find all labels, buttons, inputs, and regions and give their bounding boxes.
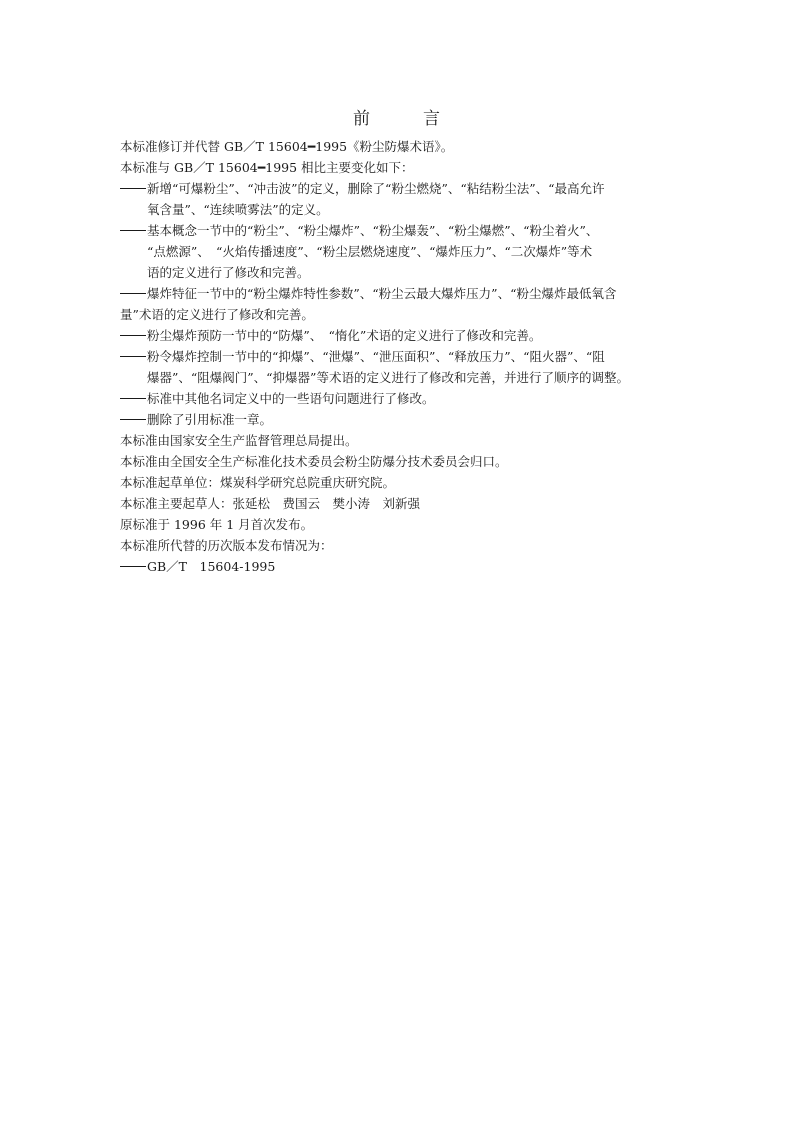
- paragraph-responsible: 本标准由全国安全生产标准化技术委员会粉尘防爆分技术委员会归口。: [120, 454, 508, 469]
- change-item: [120, 409, 680, 430]
- em-dash-mark: [120, 178, 147, 199]
- em-dash-mark: [120, 283, 147, 304]
- em-dash-mark: [120, 409, 147, 430]
- paragraph-drafters: 本标准主要起草人：张延松 费国云 樊小涛 刘新强: [120, 496, 421, 511]
- change-line: 爆器”、“阻爆阀门”、“抑爆器”等术语的定义进行了修改和完善，并进行了顺序的调整。: [147, 370, 629, 385]
- paragraph-history-intro: 本标准所代替的历次版本发布情况为：: [120, 538, 333, 553]
- foreword-body: [120, 136, 680, 577]
- change-item: [120, 346, 680, 388]
- paragraph-drafting-unit: 本标准起草单位：煤炭科学研究总院重庆研究院。: [120, 475, 396, 490]
- em-dash-mark: [120, 556, 147, 577]
- change-item: [120, 178, 680, 220]
- paragraph-proposer: 本标准由国家安全生产监督管理总局提出。: [120, 433, 358, 448]
- change-line: 标准中其他名词定义中的一些语句问题进行了修改。: [147, 391, 435, 406]
- change-line: 氧含量”、“连续喷雾法”的定义。: [147, 202, 329, 217]
- change-line: 基本概念一节中的“粉尘”、“粉尘爆炸”、“粉尘爆轰”、“粉尘爆燃”、“粉尘着火”、: [147, 223, 599, 238]
- history-line: GB／T 15604-1995: [147, 559, 276, 574]
- page-title: 前 言: [353, 109, 458, 129]
- change-line: 删除了引用标准一章。: [147, 412, 273, 427]
- change-item: [120, 220, 680, 283]
- paragraph-replaces: 本标准修订并代替 GB／T 15604━1995《粉尘防爆术语》。: [120, 139, 454, 154]
- change-line: 语的定义进行了修改和完善。: [147, 265, 310, 280]
- change-line: 粉尘爆炸预防一节中的“防爆”、 “惰化”术语的定义进行了修改和完善。: [147, 328, 542, 343]
- paragraph-first-issue: 原标准于 1996 年 1 月首次发布。: [120, 517, 314, 532]
- change-line: “点燃源”、 “火焰传播速度”、“粉尘层燃烧速度”、“爆炸压力”、“二次爆炸”等术: [147, 244, 593, 259]
- em-dash-mark: [120, 388, 147, 409]
- change-line: 量”术语的定义进行了修改和完善。: [120, 307, 314, 322]
- change-item: [120, 388, 680, 409]
- change-item: [120, 325, 680, 346]
- history-item: [120, 556, 680, 577]
- em-dash-mark: [120, 346, 147, 367]
- em-dash-mark: [120, 325, 147, 346]
- change-item: [120, 283, 680, 325]
- paragraph-changes-intro: 本标准与 GB／T 15604━1995 相比主要变化如下：: [120, 160, 414, 175]
- change-line: 粉令爆炸控制一节中的“抑爆”、“泄爆”、“泄压面积”、“释放压力”、“阻火器”、“阻: [147, 349, 605, 364]
- change-line: 爆炸特征一节中的“粉尘爆炸特性参数”、“粉尘云最大爆炸压力”、“粉尘爆炸最低氧含: [147, 286, 617, 301]
- em-dash-mark: [120, 220, 147, 241]
- change-line: 新增“可爆粉尘”、“冲击波”的定义，删除了“粉尘燃烧”、“粘结粉尘法”、“最高允许: [147, 181, 605, 196]
